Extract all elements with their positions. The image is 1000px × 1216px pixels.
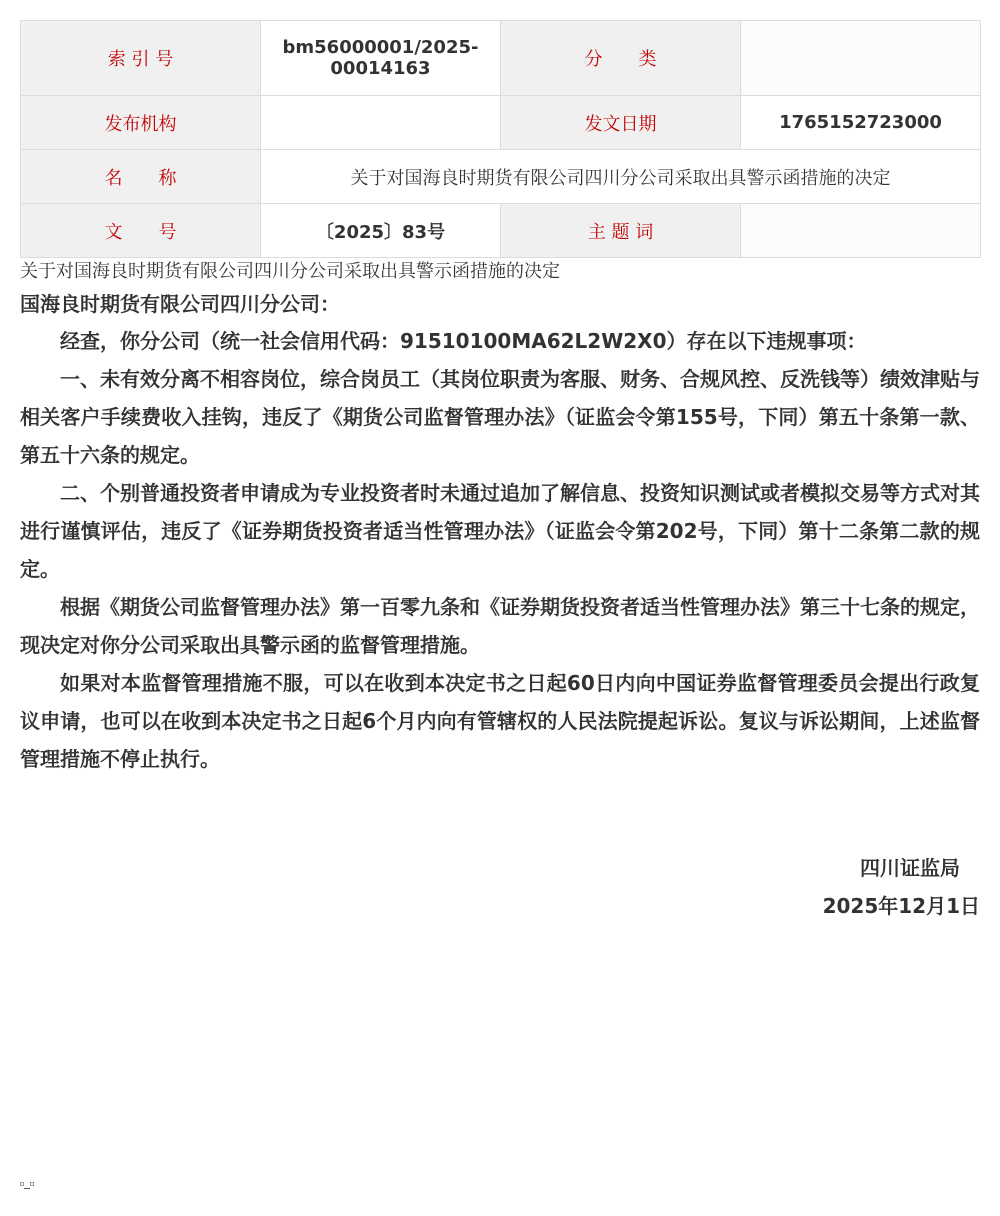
signature-organization: 四川证监局 bbox=[860, 856, 960, 880]
category-label: 分 类 bbox=[501, 21, 741, 96]
paragraph-findings-intro: 经查，你分公司（统一社会信用代码：91510100MA62L2W2X0）存在以下违规事项： bbox=[60, 329, 867, 353]
issuer-label: 发布机构 bbox=[21, 96, 261, 150]
index-value: bm56000001/2025-00014163 bbox=[261, 21, 501, 96]
metadata-row-name bbox=[21, 150, 981, 204]
paragraph-decision: 根据《期货公司监督管理办法》第一百零九条和《证券期货投资者适当性管理办法》第三十七条的规定，现决定对你分公司采取出具警示函的监督管理措施。 bbox=[20, 595, 980, 657]
keywords-value bbox=[741, 204, 981, 258]
category-value bbox=[741, 21, 981, 96]
metadata-row-index bbox=[21, 21, 981, 96]
paragraph-violation-2: 二、个别普通投资者申请成为专业投资者时未通过追加了解信息、投资知识测试或者模拟交易等方式对其进行谨慎评估，违反了《证券期货投资者适当性管理办法》（证监会令第202号，下同）第十二条第二款的规定。 bbox=[20, 481, 980, 581]
keywords-label: 主 题 词 bbox=[501, 204, 741, 258]
index-label: 索 引 号 bbox=[21, 21, 261, 96]
document-body bbox=[20, 258, 980, 778]
date-label: 发文日期 bbox=[501, 96, 741, 150]
doc-number-label: 文 号 bbox=[21, 204, 261, 258]
signature-date: 2025年12月1日 bbox=[822, 894, 980, 918]
issuer-value bbox=[261, 96, 501, 150]
page-marker-icon bbox=[20, 1180, 34, 1190]
document-metadata-table bbox=[20, 20, 981, 258]
document-heading: 关于对国海良时期货有限公司四川分公司采取出具警示函措施的决定 bbox=[20, 261, 560, 282]
doc-number-value: 〔2025〕83号 bbox=[261, 204, 501, 258]
paragraph-appeal-rights: 如果对本监督管理措施不服，可以在收到本决定书之日起60日内向中国证券监督管理委员会提出行政复议申请，也可以在收到本决定书之日起6个月内向有管辖权的人民法院提起诉讼。复议与诉讼期间，上述监督管理措施不停止执行。 bbox=[20, 671, 980, 771]
date-value: 1765152723000 bbox=[741, 96, 981, 150]
name-value: 关于对国海良时期货有限公司四川分公司采取出具警示函措施的决定 bbox=[261, 150, 981, 204]
paragraph-violation-1: 一、未有效分离不相容岗位，综合岗员工（其岗位职责为客服、财务、合规风控、反洗钱等）绩效津贴与相关客户手续费收入挂钩，违反了《期货公司监督管理办法》（证监会令第155号，下同）第五十条第一款、第五十六条的规定。 bbox=[20, 367, 980, 467]
metadata-row-issuer bbox=[21, 96, 981, 150]
name-label: 名 称 bbox=[21, 150, 261, 204]
metadata-row-doc-number bbox=[21, 204, 981, 258]
addressee: 国海良时期货有限公司四川分公司： bbox=[20, 292, 340, 316]
